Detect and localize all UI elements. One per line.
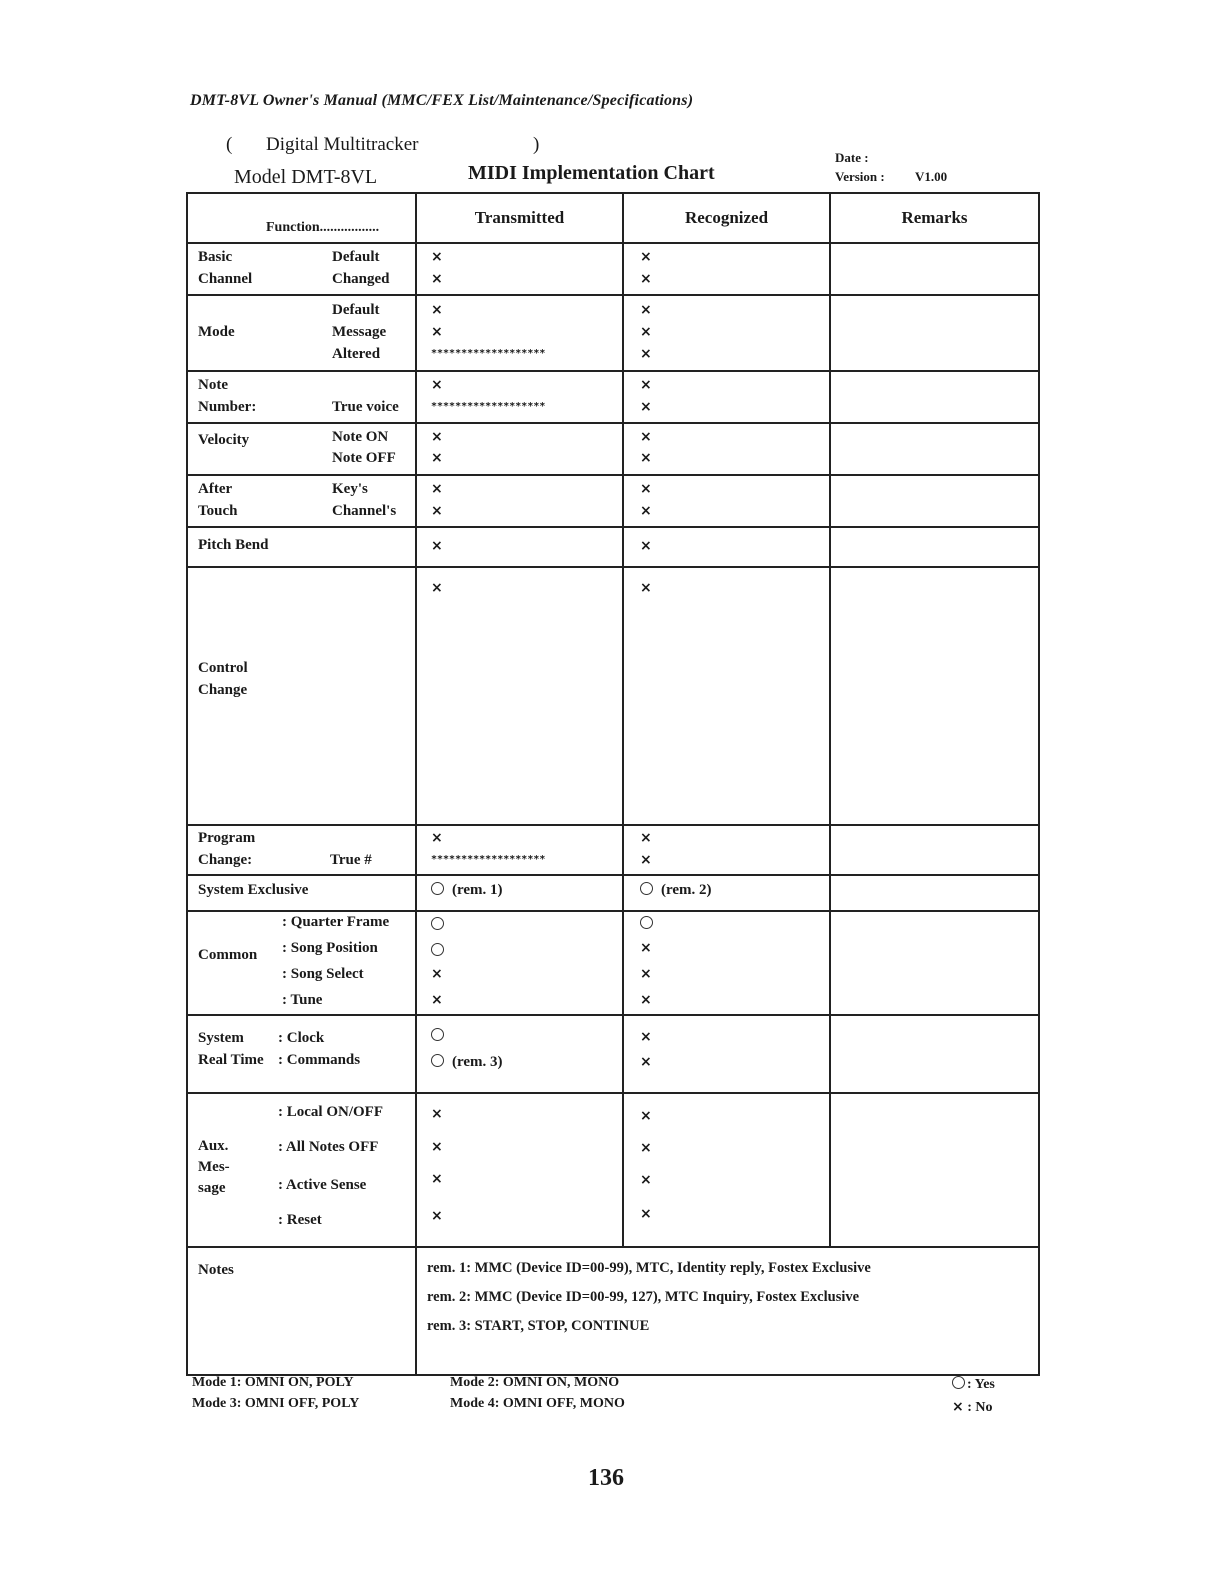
yes-circle-icon bbox=[640, 882, 653, 895]
yes-circle-icon bbox=[431, 943, 444, 956]
notes-label-cell: Notes bbox=[187, 1247, 416, 1375]
no-mark: × bbox=[640, 377, 652, 393]
yes-circle-icon bbox=[431, 917, 444, 930]
page-number: 136 bbox=[588, 1465, 624, 1491]
no-mark: × bbox=[640, 324, 652, 340]
table-row: System Real Time : Clock : Commands (rem. 3) × × bbox=[187, 1015, 1039, 1093]
no-mark: × bbox=[431, 992, 443, 1008]
table-row bbox=[187, 527, 1039, 567]
table-row bbox=[187, 1247, 1039, 1375]
function-header: Function................. bbox=[187, 193, 416, 243]
yes-circle-icon bbox=[431, 882, 444, 895]
not-applicable-dots: ******************* bbox=[431, 348, 546, 359]
table-row bbox=[187, 567, 1039, 825]
header-row bbox=[187, 193, 1039, 243]
yes-circle-icon bbox=[640, 916, 653, 929]
table-row bbox=[187, 295, 1039, 371]
footer-mode-3: Mode 3: OMNI OFF, POLY bbox=[192, 1396, 360, 1411]
no-mark: × bbox=[640, 271, 652, 287]
table-row: System Exclusive (rem. 1) (rem. 2) bbox=[187, 875, 1039, 911]
paren-close: ) bbox=[533, 134, 540, 155]
footer-mode-2: Mode 2: OMNI ON, MONO bbox=[450, 1375, 620, 1390]
no-mark: × bbox=[431, 1171, 443, 1187]
program-change-cell: Program Change: True # bbox=[187, 825, 416, 875]
table-row bbox=[187, 371, 1039, 423]
not-applicable-dots: ******************* bbox=[431, 401, 546, 412]
basic-channel-cell: Basic Channel Default Changed bbox=[187, 243, 416, 295]
system-exclusive-cell: System Exclusive bbox=[187, 875, 416, 911]
system-real-time-cell: System Real Time : Clock : Commands bbox=[187, 1015, 416, 1093]
no-mark: × bbox=[431, 580, 443, 596]
no-mark: × bbox=[431, 503, 443, 519]
table-row bbox=[187, 825, 1039, 875]
no-mark: × bbox=[640, 830, 652, 846]
no-mark: × bbox=[640, 992, 652, 1008]
table-row bbox=[187, 1093, 1039, 1247]
legend-no: × : No bbox=[952, 1399, 993, 1415]
no-mark: × bbox=[640, 1108, 652, 1124]
no-mark: × bbox=[952, 1399, 964, 1415]
no-mark: × bbox=[431, 966, 443, 982]
date-label: Date : bbox=[835, 150, 869, 165]
no-mark: × bbox=[640, 1140, 652, 1156]
no-mark: × bbox=[431, 271, 443, 287]
footer-mode-4: Mode 4: OMNI OFF, MONO bbox=[450, 1396, 625, 1411]
no-mark: × bbox=[431, 324, 443, 340]
no-mark: × bbox=[640, 399, 652, 415]
no-mark: × bbox=[640, 580, 652, 596]
no-mark: × bbox=[640, 450, 652, 466]
note-rem-3: rem. 3: START, STOP, CONTINUE bbox=[427, 1318, 650, 1334]
no-mark: × bbox=[431, 450, 443, 466]
no-mark: × bbox=[431, 377, 443, 393]
no-mark: × bbox=[640, 481, 652, 497]
running-header: DMT-8VL Owner's Manual (MMC/FEX List/Maintenance/Specifications) bbox=[190, 92, 694, 109]
aux-message-cell: Aux. Mes- sage : Local ON/OFF : All Notes OFF : Active Sense : Reset bbox=[187, 1093, 416, 1247]
paren-open: ( bbox=[226, 134, 233, 155]
yes-circle-icon bbox=[431, 1054, 444, 1067]
no-mark: × bbox=[640, 249, 652, 265]
table-row bbox=[187, 423, 1039, 475]
no-mark: × bbox=[431, 1106, 443, 1122]
no-mark: × bbox=[640, 852, 652, 868]
no-mark: × bbox=[431, 830, 443, 846]
yes-circle-icon bbox=[952, 1376, 965, 1389]
mode-cell: Mode Default Message Altered bbox=[187, 295, 416, 371]
no-mark: × bbox=[640, 302, 652, 318]
notes-content-cell bbox=[416, 1247, 1039, 1375]
note-number-cell: Note Number: True voice bbox=[187, 371, 416, 423]
note-rem-2: rem. 2: MMC (Device ID=00-99, 127), MTC Inquiry, Fostex Exclusive bbox=[427, 1289, 860, 1305]
no-mark: × bbox=[431, 249, 443, 265]
control-change-cell: Control Change bbox=[187, 567, 416, 825]
no-mark: × bbox=[640, 429, 652, 445]
no-mark: × bbox=[640, 503, 652, 519]
velocity-cell: Velocity Note ON Note OFF bbox=[187, 423, 416, 475]
no-mark: × bbox=[431, 538, 443, 554]
no-mark: × bbox=[431, 1139, 443, 1155]
no-mark: × bbox=[431, 302, 443, 318]
device-subtitle: Digital Multitracker bbox=[266, 134, 419, 155]
no-mark: × bbox=[640, 940, 652, 956]
chart-title: MIDI Implementation Chart bbox=[468, 162, 715, 184]
pitch-bend-cell: Pitch Bend bbox=[187, 527, 416, 567]
table-row bbox=[187, 243, 1039, 295]
common-cell: Common : Quarter Frame : Song Position : Song Select : Tune bbox=[187, 911, 416, 1015]
model-name: Model DMT-8VL bbox=[234, 166, 378, 188]
table-row bbox=[187, 475, 1039, 527]
transmitted-header: Transmitted bbox=[416, 193, 623, 243]
midi-implementation-table bbox=[186, 192, 1040, 1376]
table-row bbox=[187, 911, 1039, 1015]
no-mark: × bbox=[640, 1054, 652, 1070]
no-mark: × bbox=[640, 966, 652, 982]
no-mark: × bbox=[640, 1029, 652, 1045]
no-mark: × bbox=[640, 346, 652, 362]
no-mark: × bbox=[640, 1206, 652, 1222]
note-rem-1: rem. 1: MMC (Device ID=00-99), MTC, Identity reply, Fostex Exclusive bbox=[427, 1260, 871, 1276]
recognized-header: Recognized bbox=[623, 193, 830, 243]
no-mark: × bbox=[431, 481, 443, 497]
no-mark: × bbox=[431, 1208, 443, 1224]
remarks-header: Remarks bbox=[830, 193, 1039, 243]
no-mark: × bbox=[640, 538, 652, 554]
yes-circle-icon bbox=[431, 1028, 444, 1041]
after-touch-cell: After Touch Key's Channel's bbox=[187, 475, 416, 527]
legend-yes: : Yes bbox=[952, 1376, 995, 1393]
version-value: V1.00 bbox=[915, 169, 948, 184]
no-mark: × bbox=[640, 1172, 652, 1188]
footer-mode-1: Mode 1: OMNI ON, POLY bbox=[192, 1375, 354, 1390]
version-label: Version : bbox=[835, 169, 885, 184]
not-applicable-dots: ******************* bbox=[431, 854, 546, 865]
no-mark: × bbox=[431, 429, 443, 445]
